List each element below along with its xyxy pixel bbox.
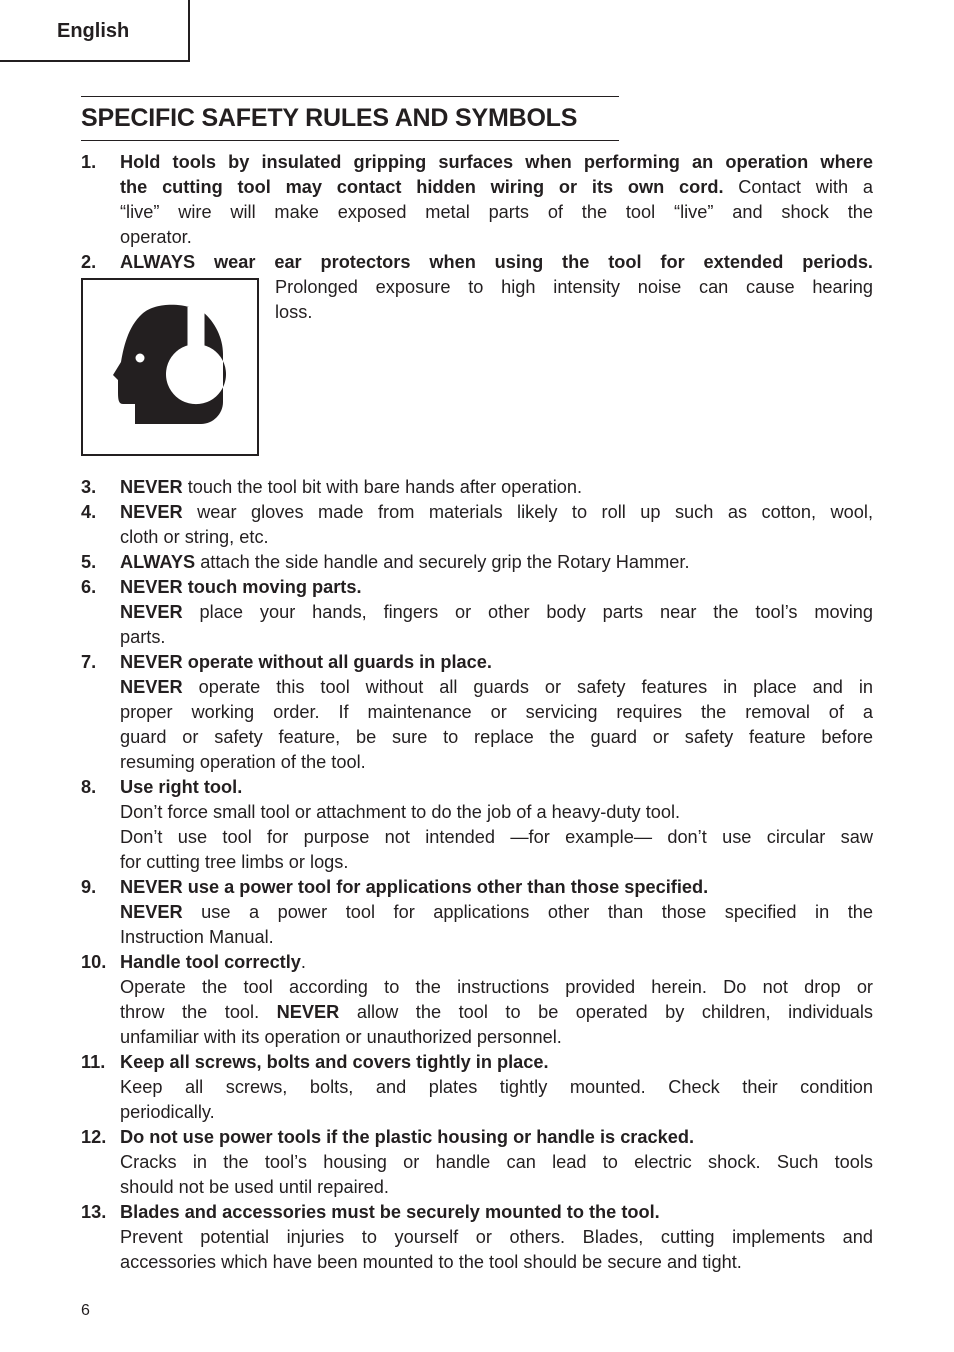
rule-keyword: NEVER [276, 1002, 340, 1022]
rule-text: operator. [120, 227, 192, 247]
rule-text: Operate the tool according to the instructions provided herein. Do not drop or [120, 977, 873, 997]
rule-number: 12. [81, 1127, 107, 1147]
ear-protector-symbol [81, 278, 259, 456]
rule-text: unfamiliar with its operation or unauthorized personnel. [120, 1027, 562, 1047]
rule-4 [81, 500, 873, 550]
rule-text: Cracks in the tool’s housing or handle can lead to electric shock. Such tools [120, 1152, 873, 1172]
rule-text: allow the tool to be operated by children, individuals [339, 1002, 874, 1022]
rule-1 [81, 150, 873, 250]
rule-text: cloth or string, etc. [120, 527, 269, 547]
rule-13 [81, 1200, 873, 1275]
rule-text: place your hands, fingers or other body parts near the tool’s moving [182, 602, 873, 622]
safety-rules-list [81, 150, 873, 1275]
rule-heading: NEVER operate without all guards in place. [120, 652, 492, 672]
rule-10: 10. Handle tool correctly. Operate the tool according to the instructions provided herein. Do not drop or throw the tool. NEVER allow the tool to be operated by children, individuals unfamiliar with its operation or unauthorized personnel. [81, 950, 873, 1050]
rule-heading: NEVER touch moving parts. [120, 577, 362, 597]
rule-text: touch the tool bit with bare hands after operation. [182, 477, 583, 497]
rule-number: 10. [81, 952, 107, 972]
rule-heading: the cutting tool may contact hidden wiring or its own cord. [120, 177, 724, 197]
rule-text: for cutting tree limbs or logs. [120, 852, 349, 872]
rule-9 [81, 875, 873, 950]
ear-protector-head-icon [83, 280, 256, 453]
rule-text: operate this tool without all guards or safety features in place and in [182, 677, 873, 697]
rule-heading: Do not use power tools if the plastic housing or handle is cracked. [120, 1127, 695, 1147]
rule-number: 2. [81, 252, 97, 272]
rule-heading: Handle tool correctly [120, 952, 301, 972]
hearing-warning-text [275, 275, 873, 325]
rule-text: throw the tool. [120, 1002, 277, 1022]
rule-text: guard or safety feature, be sure to replace the guard or safety feature before [120, 727, 873, 747]
rule-6 [81, 575, 873, 650]
rule-keyword: ALWAYS [120, 552, 196, 572]
rule-text: Instruction Manual. [120, 927, 274, 947]
rule-number: 3. [81, 477, 97, 497]
rule-12 [81, 1125, 873, 1200]
page-number: 6 [81, 1302, 90, 1319]
rule-heading: NEVER use a power tool for applications other than those specified. [120, 877, 709, 897]
rule-number: 8. [81, 777, 97, 797]
rule-keyword: NEVER [120, 502, 183, 522]
rule-text: “live” wire will make exposed metal parts of the tool “live” and shock the [120, 202, 873, 222]
rule-keyword: NEVER [120, 477, 183, 497]
rule-text: Prolonged exposure to high intensity noise can cause hearing [275, 277, 873, 297]
rule-text: resuming operation of the tool. [120, 752, 366, 772]
rule-keyword: NEVER [120, 677, 183, 697]
rule-heading: Blades and accessories must be securely mounted to the tool. [120, 1202, 660, 1222]
rule-text: proper working order. If maintenance or servicing requires the removal of a [120, 702, 873, 722]
rule-text: wear gloves made from materials likely to roll up such as cotton, wool, [182, 502, 873, 522]
rule-5 [81, 550, 873, 575]
rule-keyword: NEVER [120, 602, 183, 622]
rule-text: Contact with a [723, 177, 873, 197]
rule-keyword: NEVER [120, 902, 183, 922]
hearing-symbol-row [81, 275, 873, 475]
rule-text: should not be used until repaired. [120, 1177, 389, 1197]
rule-text: parts. [120, 627, 166, 647]
language-tab [0, 0, 190, 62]
rule-2 [81, 250, 873, 475]
rule-text: use a power tool for applications other than those specified in the [182, 902, 873, 922]
rule-8 [81, 775, 873, 875]
rule-text: loss. [275, 302, 313, 322]
rule-number: 1. [81, 152, 97, 172]
rule-number: 7. [81, 652, 97, 672]
rule-text: Don’t use tool for purpose not intended —for example— don’t use circular saw [120, 827, 873, 847]
rule-number: 5. [81, 552, 97, 572]
rule-3 [81, 475, 873, 500]
rule-number: 4. [81, 502, 97, 522]
rule-text: attach the side handle and securely grip the Rotary Hammer. [195, 552, 690, 572]
rule-text: accessories which have been mounted to the tool should be secure and tight. [120, 1252, 742, 1272]
language-label: English [57, 20, 130, 42]
rule-heading: Hold tools by insulated gripping surfaces when performing an operation where [120, 152, 873, 172]
rule-11 [81, 1050, 873, 1125]
rule-number: 11. [81, 1052, 106, 1072]
rule-number: 13. [81, 1202, 107, 1222]
rule-heading: ALWAYS wear ear protectors when using the tool for extended periods. [120, 252, 873, 272]
rule-7 [81, 650, 873, 775]
rule-heading: Use right tool. [120, 777, 243, 797]
rule-number: 6. [81, 577, 97, 597]
rule-text: Don’t force small tool or attachment to do the job of a heavy-duty tool. [120, 802, 681, 822]
rule-heading: Keep all screws, bolts and covers tightly in place. [120, 1052, 549, 1072]
rule-text: Keep all screws, bolts, and plates tightly mounted. Check their condition [120, 1077, 873, 1097]
rule-text: Prevent potential injuries to yourself or others. Blades, cutting implements and [120, 1227, 873, 1247]
rule-text: periodically. [120, 1102, 215, 1122]
page-title: SPECIFIC SAFETY RULES AND SYMBOLS [81, 96, 619, 141]
rule-number: 9. [81, 877, 97, 897]
